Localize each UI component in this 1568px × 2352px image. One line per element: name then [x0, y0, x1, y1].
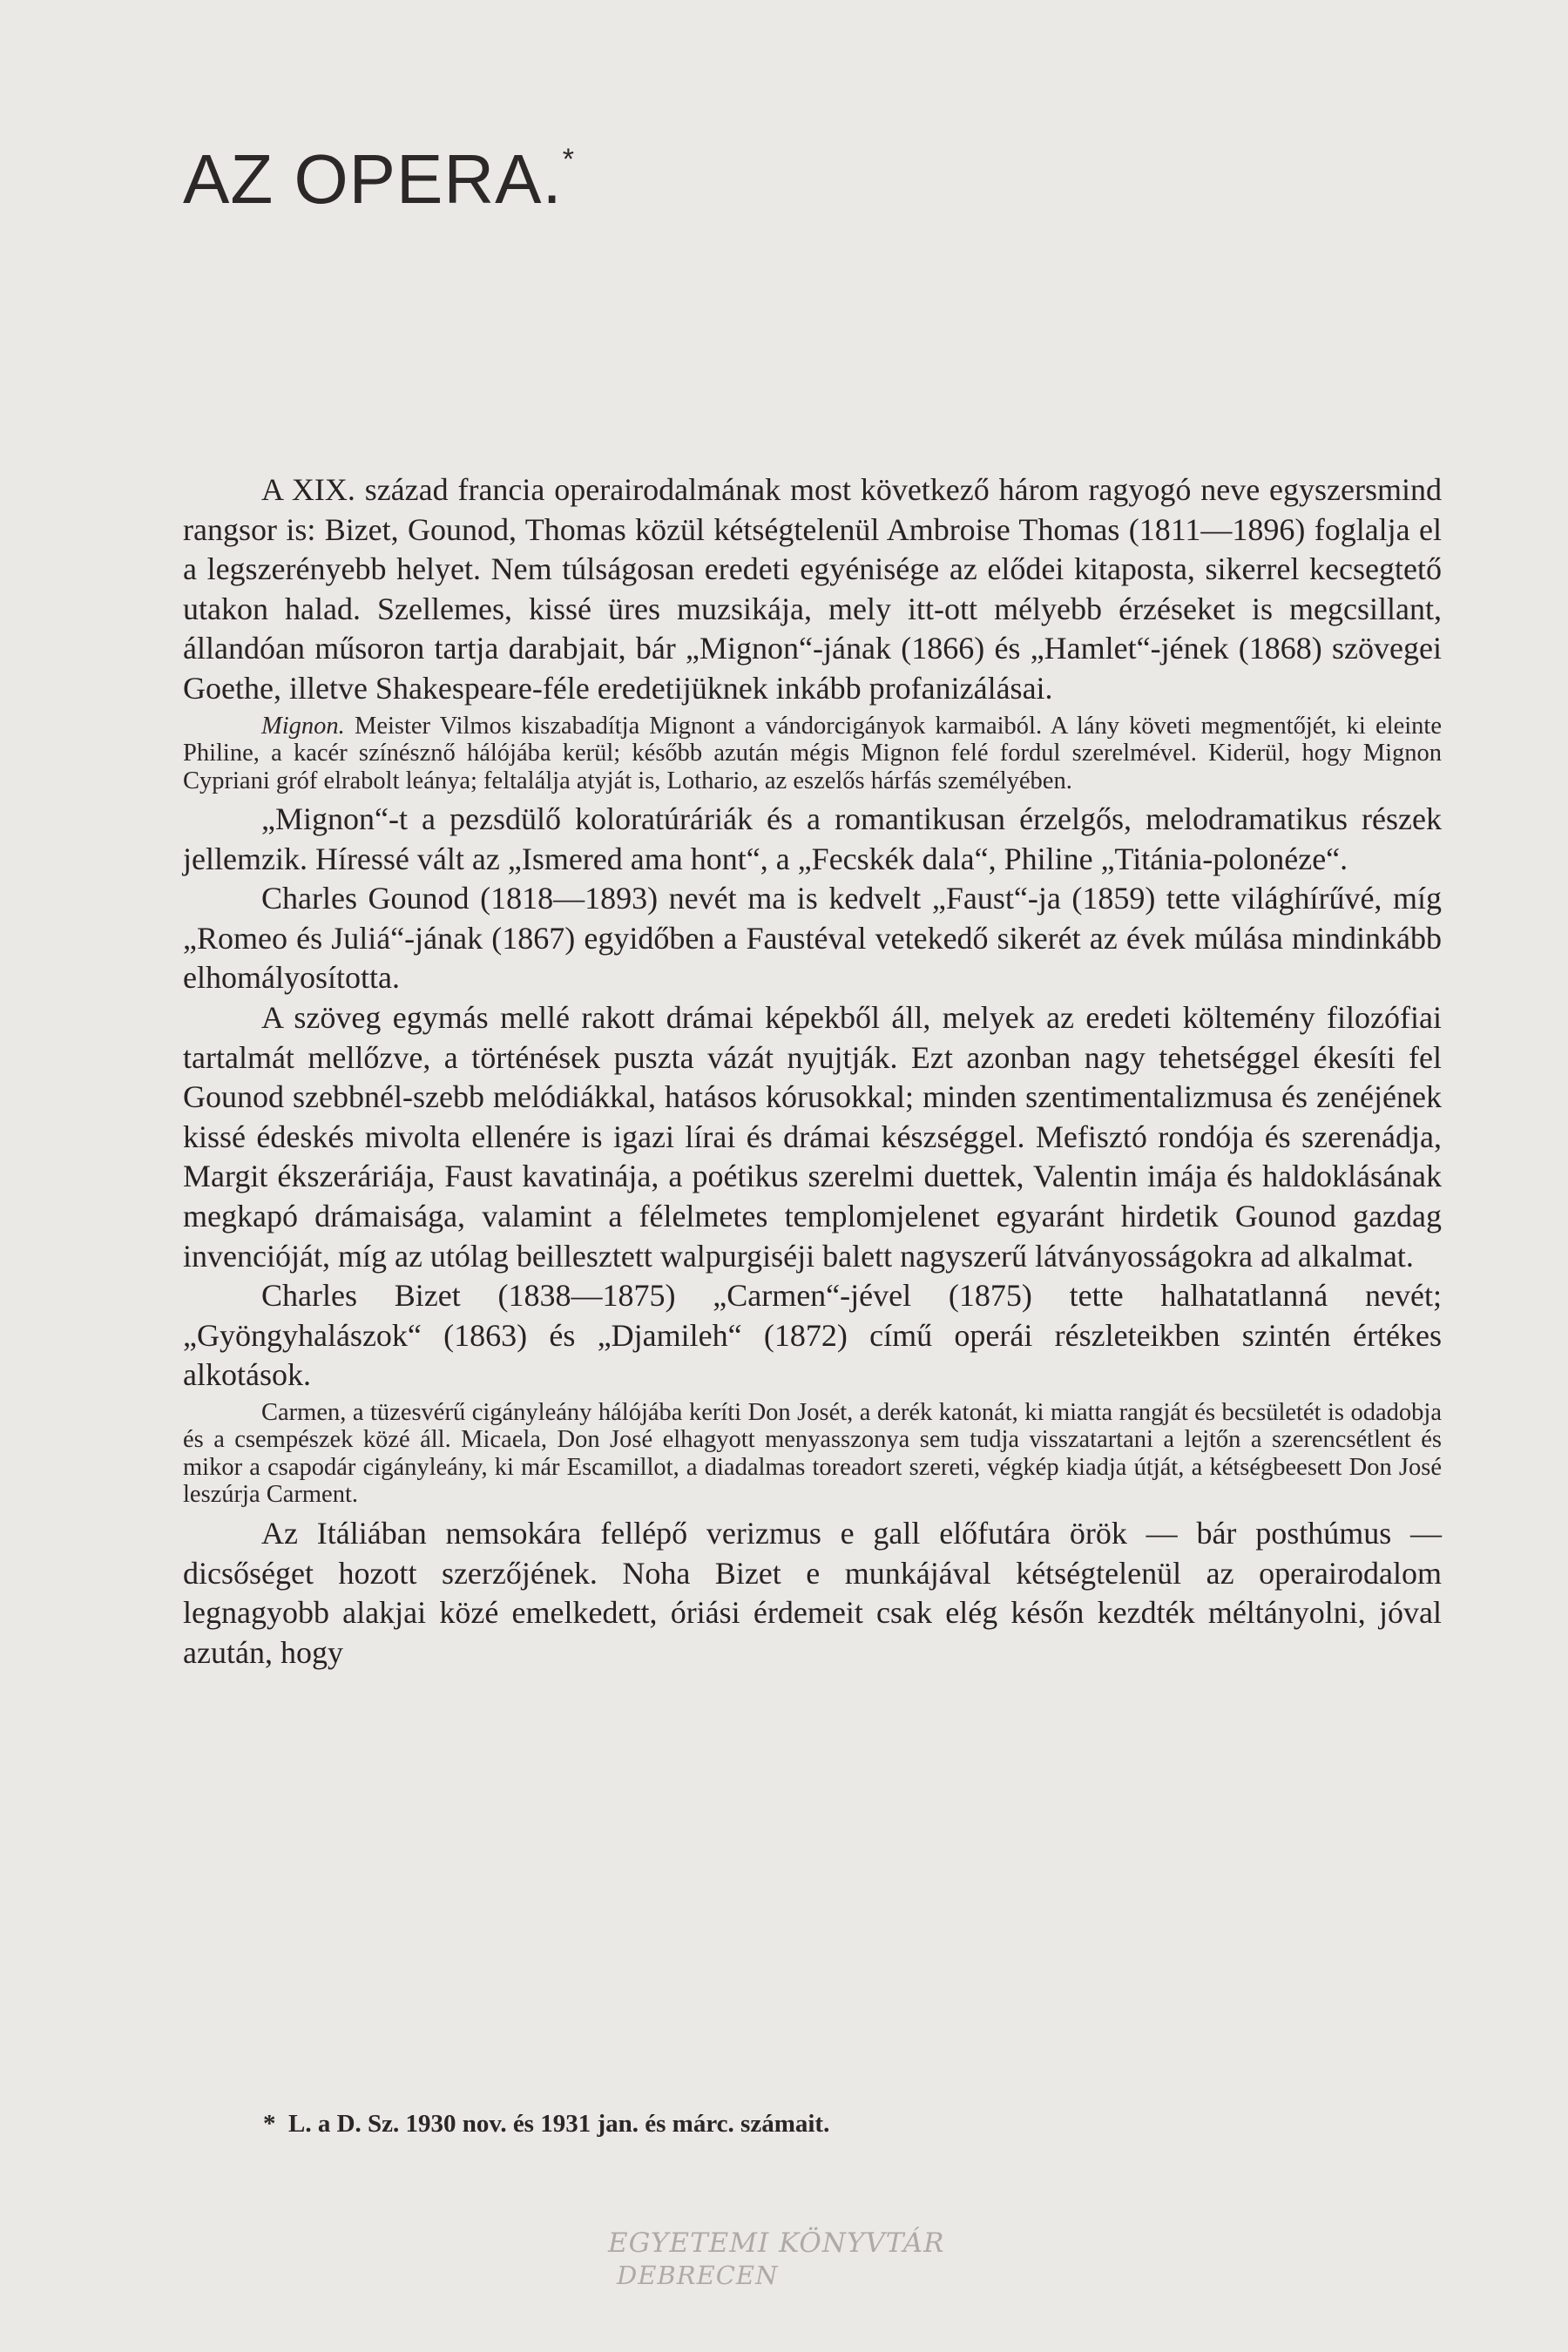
synopsis-mignon-lead: Mignon.	[261, 712, 345, 740]
footnote	[263, 2110, 829, 2139]
paragraph-mignon-music: „Mignon“-t a pezsdülő koloratúráriák és a romantikusan érzelgős, melodramatikus részek jellemzik. Híressé vált az „Ismered ama hont“, a „Fecskék dala“, Philine „Titánia-polonéze“.	[183, 801, 1442, 876]
library-stamp	[582, 2226, 1009, 2295]
title-text: AZ OPERA.	[183, 140, 563, 218]
paragraph-gounod-intro: Charles Gounod (1818—1893) nevét ma is kedvelt „Faust“-ja (1859) tette világhírűvé, míg „Romeo és Juliá“-jának (1867) egyidőben a Faustéval vetekedő sikerét az évek múlása mindinkább elhomályosította.	[183, 881, 1442, 996]
title-footnote-marker: *	[562, 143, 575, 176]
synopsis-mignon	[183, 713, 1442, 795]
body-text	[183, 470, 1442, 1673]
library-stamp-line2: DEBRECEN	[617, 2261, 779, 2290]
paragraph-verismo: Az Itáliában nemsokára fellépő verizmus e gall előfutára örök — bár posthúmus — dicsőséget hozott szerzőjének. Noha Bizet e munkájával kétségtelenül az operairodalom legnagyobb alakjai közé emelkedett, óriási érdemeit csak elég későn kezdték méltányolni, jóval azután, hogy	[183, 1515, 1442, 1670]
synopsis-mignon-text: Meister Vilmos kiszabadítja Mignont a vándorcigányok karmaiból. A lány követi megmentőjét, ki eleinte Philine, a kacér színésznő hálójába kerül; később azután mégis Mignon felé fordul szerelmével. Kiderül, hogy Mignon Cypriani gróf elrabolt leánya; feltalálja atyját is, Lothario, az eszelős hárfás személyében.	[183, 712, 1442, 794]
library-stamp-line1: EGYETEMI KÖNYVTÁR	[608, 2227, 945, 2259]
page-title	[183, 139, 575, 220]
footnote-marker: *	[263, 2110, 276, 2138]
paragraph-thomas-intro: A XIX. század francia operairodalmának most következő három ragyogó neve egyszersmind rangsor is: Bizet, Gounod, Thomas közül kétségtelenül Ambroise Thomas (1811—1896) foglalja el a legszerényebb helyet. Nem túlságosan eredeti egyénisége az elődei kitaposta, sikerrel kecsegtető utakon halad. Szellemes, kissé üres muzsikája, mely itt-ott mélyebb érzéseket is megcsillant, állandóan műsoron tartja darabjait, bár „Mignon“-jának (1866) és „Hamlet“-jének (1868) szövegei Goethe, illetve Shakespeare-féle eredetijüknek inkább profanizálásai.	[183, 472, 1442, 706]
paragraph-faust: A szöveg egymás mellé rakott drámai képekből áll, melyek az eredeti költemény filozófiai tartalmát mellőzve, a történések puszta vázát nyujtják. Ezt azonban nagy tehetséggel ékesíti fel Gounod szebbnél-szebb melódiákkal, hatásos kórusokkal; minden szentimentalizmusa és zenéjének kissé édeskés mivolta ellenére is igazi lírai és drámai készséggel. Mefisztó rondója és szerenádja, Margit ékszeráriája, Faust kavatinája, a poétikus szerelmi duettek, Valentin imája és haldoklásának megkapó drámaisága, valamint a félelmetes templomjelenet egyaránt hirdetik Gounod gazdag invencióját, míg az utólag beillesztett walpurgiséji balett nagyszerű látványosságokra ad alkalmat.	[183, 1000, 1442, 1274]
synopsis-carmen: Carmen, a tüzesvérű cigányleány hálójába keríti Don Josét, a derék katonát, ki miatta rangját és becsületét is odadobja és a csempészek közé áll. Micaela, Don José elhagyott menyasszonya sem tudja visszatartani a lejtőn a szerencsétlent és mikor a csapodár cigányleány, ki már Escamillot, a diadalmas toreadort szereti, végkép kiadja útját, a kétségbeesett Don José leszúrja Carment.	[183, 1398, 1442, 1509]
paragraph-bizet-intro: Charles Bizet (1838—1875) „Carmen“-jével (1875) tette halhatatlanná nevét; „Gyöngyhalászok“ (1863) és „Djamileh“ (1872) című operái részleteikben szintén értékes alkotások.	[183, 1278, 1442, 1393]
footnote-text: L. a D. Sz. 1930 nov. és 1931 jan. és márc. számait.	[288, 2110, 830, 2138]
